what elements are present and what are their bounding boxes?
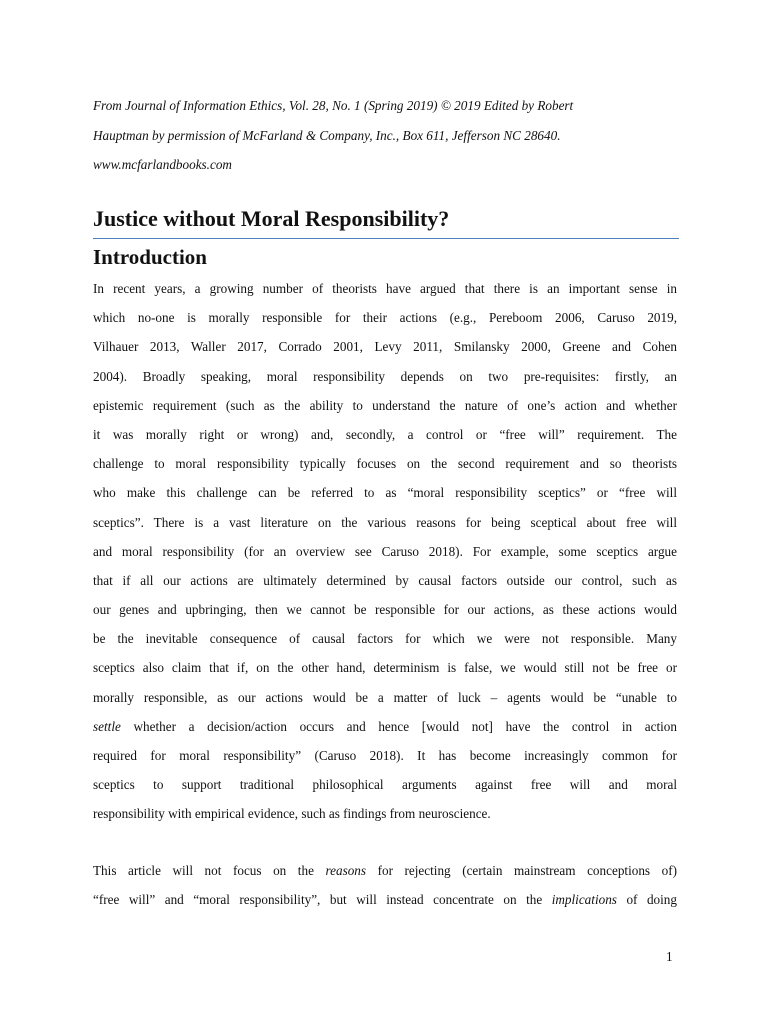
- text-line: and moral responsibility (for an overview see Caruso 2018). For example, some sceptics argue: [93, 543, 677, 559]
- text-span: This article will not focus on the: [93, 863, 326, 878]
- text-line: required for moral responsibility” (Caruso 2018). It has become increasingly common for: [93, 748, 677, 763]
- text-line: Vilhauer 2013, Waller 2017, Corrado 2001, Levy 2011, Smilansky 2000, Greene and Cohen: [93, 339, 677, 355]
- text-span: “free will” and “moral responsibility”, but will instead concentrate on the: [93, 892, 552, 908]
- text-span: whether a decision/action occurs and hence [would not] have the control in action: [120, 718, 677, 734]
- paragraph-second: [93, 856, 677, 914]
- text-line: be the inevitable consequence of causal factors for which we were not responsible. Many: [93, 631, 677, 647]
- page-number: 1: [666, 949, 673, 964]
- text-line: In recent years, a growing number of theorists have argued that there is an important sense in: [93, 281, 677, 296]
- source-note-line: From Journal of Information Ethics, Vol. 28, No. 1 (Spring 2019) © 2019 Edited by Robert: [93, 98, 574, 113]
- text-line: 2004). Broadly speaking, moral responsibility depends on two pre-requisites: firstly, an: [93, 368, 677, 384]
- text-line: epistemic requirement (such as the ability to understand the nature of one’s action and whether: [93, 397, 677, 413]
- text-line: sceptics also claim that if, on the other hand, determinism is false, we would still not be free or: [93, 660, 677, 676]
- text-line: sceptics”. There is a vast literature on the various reasons for being sceptical about free will: [93, 514, 677, 530]
- text-line: [93, 856, 677, 885]
- text-line: our genes and upbringing, then we cannot be responsible for our actions, as these actions would: [93, 602, 677, 618]
- text-line: who make this challenge can be referred to as “moral responsibility sceptics” or “free will: [93, 485, 677, 501]
- text-line: [93, 712, 677, 741]
- emphasis-reasons: reasons: [325, 863, 367, 878]
- text-line: [93, 885, 677, 914]
- text-line: which no-one is morally responsible for their actions (e.g., Pereboom 2006, Caruso 2019,: [93, 310, 677, 326]
- title-rule: [93, 238, 679, 239]
- source-note: [93, 91, 683, 180]
- emphasis-implications: implications: [551, 892, 617, 908]
- text-line: challenge to moral responsibility typically focuses on the second requirement and so theorists: [93, 456, 677, 472]
- text-line: that if all our actions are ultimately determined by causal factors outside our control, such as: [93, 572, 677, 588]
- section-heading: Introduction: [93, 245, 207, 269]
- text-line: responsibility with empirical evidence, such as findings from neuroscience.: [93, 806, 491, 822]
- source-note-line: www.mcfarlandbooks.com: [93, 157, 232, 172]
- article-title: Justice without Moral Responsibility?: [93, 206, 450, 231]
- text-line: sceptics to support traditional philosophical arguments against free will and moral: [93, 777, 677, 793]
- emphasis-settle: settle: [93, 718, 121, 734]
- text-line: it was morally right or wrong) and, secondly, a control or “free will” requirement. The: [93, 426, 677, 442]
- text-span: of doing: [616, 892, 677, 908]
- paragraph-introduction: [93, 274, 677, 829]
- source-note-line: Hauptman by permission of McFarland & Company, Inc., Box 611, Jefferson NC 28640.: [93, 127, 561, 143]
- text-span: for rejecting (certain mainstream conceptions of): [366, 863, 677, 878]
- text-line: morally responsible, as our actions would be a matter of luck – agents would be “unable to: [93, 689, 677, 705]
